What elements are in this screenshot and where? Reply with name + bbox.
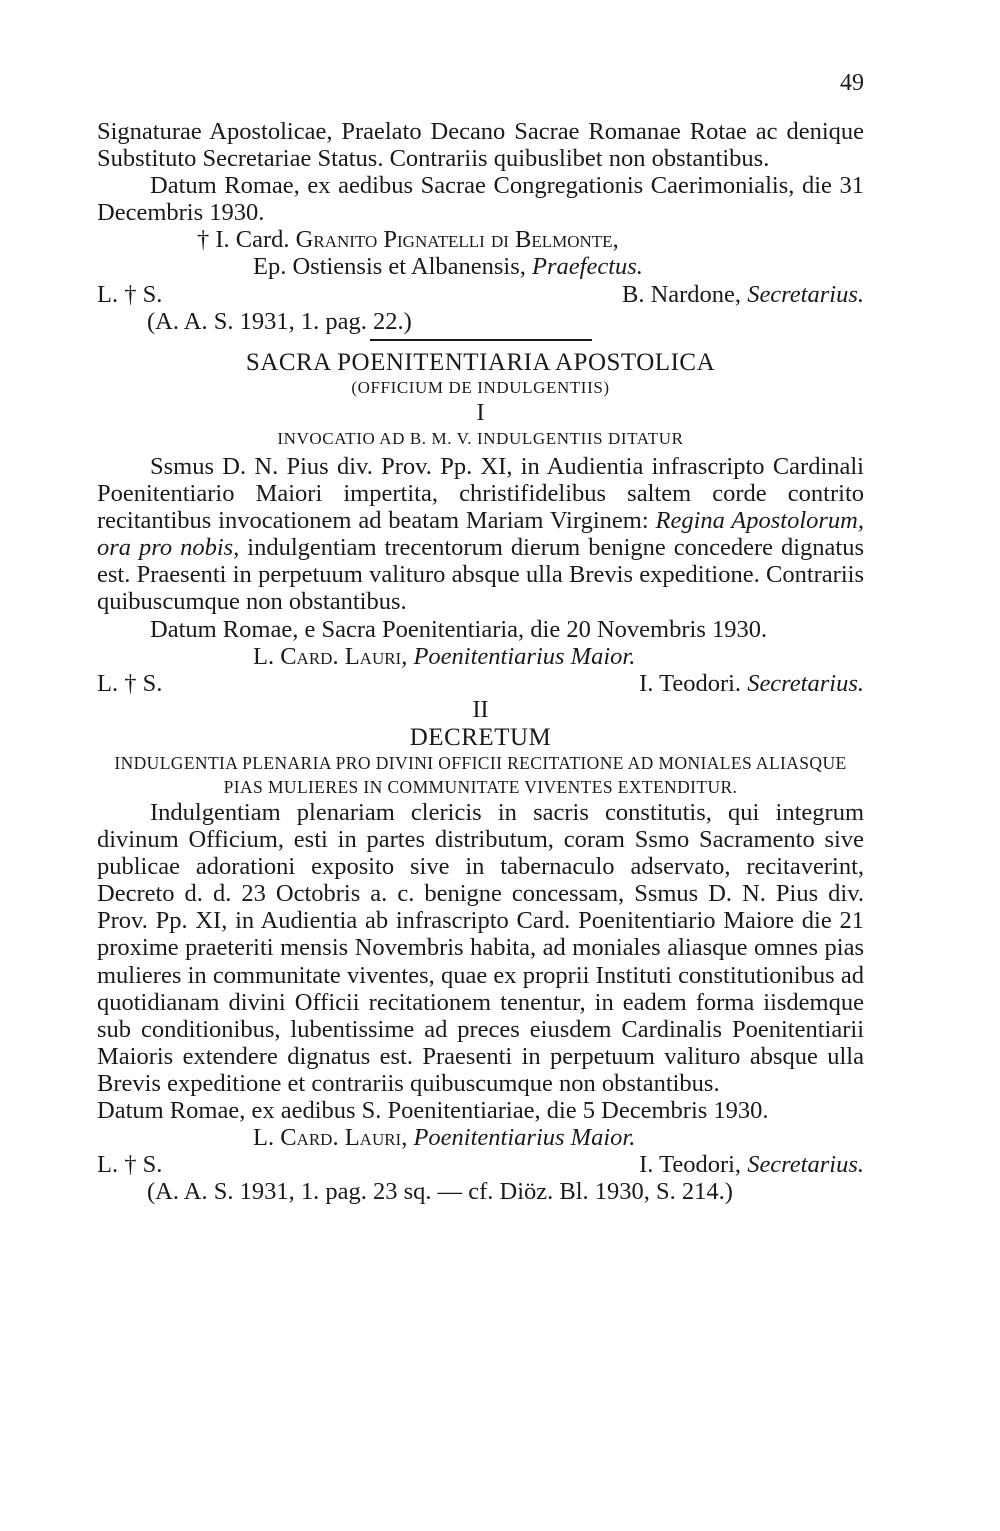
- decree-heading: INVOCATIO AD B. M. V. INDULGENTIIS DITATUR: [277, 428, 684, 448]
- seal-and-secretary: [97, 1151, 864, 1178]
- signature-title: Ep. Ostiensis et Albanensis, Praefectus.: [253, 253, 643, 281]
- signature-cardinal: L. Card. Lauri, Poenitentiarius Maior.: [253, 642, 636, 670]
- locus-sigilli: L. † S.: [97, 669, 163, 697]
- signature-cardinal: † I. Card. Granito Pignatelli di Belmonte,: [197, 226, 619, 254]
- secretary-signature: I. Teodori, Secretarius.: [639, 1151, 864, 1179]
- decree-body: Indulgentiam plenariam clericis in sacris constitutis, qui integrum divinum Officium, esti in partes distributum, coram Ssmo Sacramento sive publicae adorationi exposito sive in tabernaculo adservato, recitaverint, Decreto d. d. 23 Octobris a. c. benigne concessam, Ssmus D. N. Pius div. Prov. Pp. XI, in Audientia ab infrascripto Card. Poenitentiario Maiore die 21 proxime praeteriti mensis Novembris habita, ad moniales aliasque omnes pias mulieres in communitate viventes, quae ex proprii Instituti constitutionibus ad quotidianam divini Officii recitationem tenentur, in eadem forma iisdemque sub conditionibus, lubentissime ad preces eiusdem Cardinalis Poenitentiarii Maioris extendere dignatus est. Praesenti in perpetuum valituro absque ulla Brevis expeditione et contrariis quibuscumque non obstantibus.: [97, 798, 864, 1097]
- section-title: SACRA POENITENTIARIA APOSTOLICA: [245, 348, 716, 376]
- decree-body: Ssmus D. N. Pius div. Prov. Pp. XI, in Audientia infrascripto Cardinali Poenitentiario Maiori impertita, christifidelibus saltem corde contrito recitantibus invocationem ad beatam Mariam Virginem: Regina Apostolorum, ora pro nobis, indulgentiam trecentorum dierum benigne concedere dignatus est. Praesenti in perpetuum valituro absque ulla Brevis expeditione. Contrariis quibuscumque non obstantibus.: [97, 452, 864, 616]
- secretary-signature: B. Nardone, Secretarius.: [621, 280, 864, 308]
- citation: (A. A. S. 1931, 1. pag. 22.): [147, 307, 412, 335]
- decree-heading: INDULGENTIA PLENARIA PRO DIVINI OFFICII RECITATIONE AD MONIALES ALIASQUE PIAS MULIERES IN COMMUNITATE VIVENTES EXTENDITUR.: [114, 752, 847, 797]
- dating-paragraph: Datum Romae, ex aedibus S. Poenitentiariae, die 5 Decembris 1930.: [97, 1097, 769, 1124]
- section-subtitle: (OFFICIUM DE INDULGENTIIS): [351, 377, 610, 397]
- seal-and-secretary: [97, 281, 864, 308]
- secretary-signature: I. Teodori. Secretarius.: [639, 669, 864, 697]
- signature-cardinal: L. Card. Lauri, Poenitentiarius Maior.: [253, 1124, 636, 1152]
- dating-paragraph: Datum Romae, ex aedibus Sacrae Congregationis Caerimonialis, die 31 Decembris 1930.: [97, 172, 864, 227]
- page-number: 49: [840, 70, 864, 96]
- text-column: [97, 118, 864, 1205]
- section-divider: [370, 339, 592, 341]
- citation: (A. A. S. 1931, 1. pag. 23 sq. — cf. Diöz. Bl. 1930, S. 214.): [147, 1178, 733, 1206]
- locus-sigilli: L. † S.: [97, 1151, 163, 1179]
- decree-title: DECRETUM: [409, 723, 552, 751]
- dating-paragraph: Datum Romae, e Sacra Poenitentiaria, die 20 Novembris 1930.: [150, 615, 768, 643]
- paragraph-continued: Signaturae Apostolicae, Praelato Decano Sacrae Romanae Rotae ac denique Substituto Secretariae Status. Contrariis quibuslibet non obstantibus.: [97, 118, 864, 173]
- decree-numeral: I: [476, 399, 485, 426]
- locus-sigilli: L. † S.: [97, 280, 163, 308]
- seal-and-secretary: [97, 670, 864, 697]
- decree-numeral: II: [472, 696, 489, 723]
